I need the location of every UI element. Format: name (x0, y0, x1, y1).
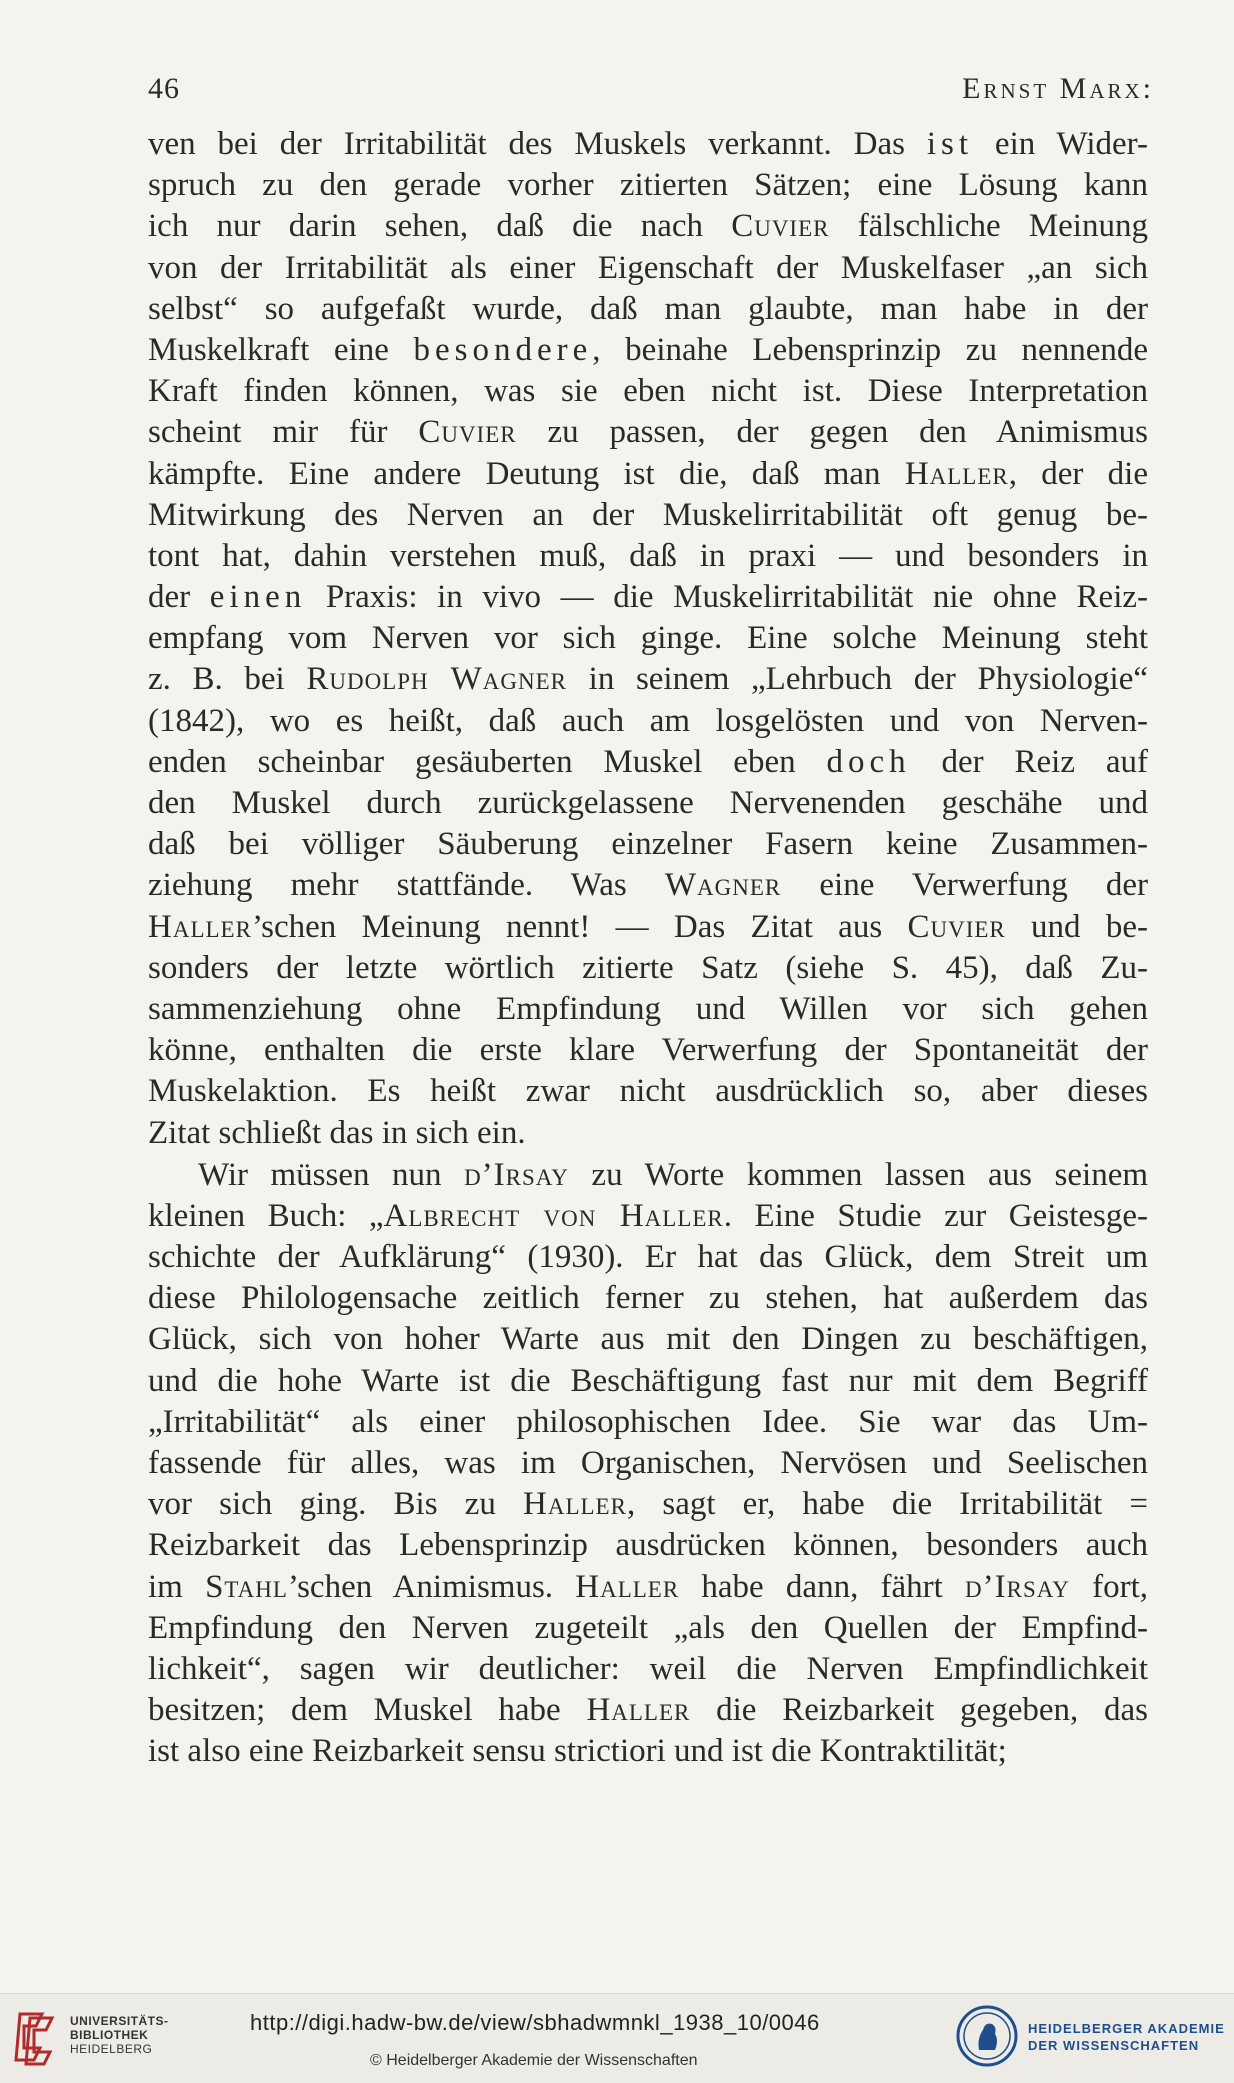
spaced-emphasis: besondere (413, 331, 593, 368)
text-run: von der Irritabilität als einer Eigenschaft der Muskelfaser „an sich (148, 249, 1148, 286)
library-line-3: HEIDELBERG (70, 2042, 153, 2056)
small-caps-name: d’Irsay (464, 1156, 569, 1193)
text-run: Empfindung den Nerven zugeteilt „als den Quellen der Empfind- (148, 1609, 1148, 1646)
text-line (148, 536, 1148, 577)
library-name (70, 2014, 169, 2056)
academy-seal-icon (955, 2004, 1019, 2068)
library-line-1: UNIVERSITÄTS- (70, 2014, 169, 2028)
text-run: ich nur darin sehen, daß die nach (148, 208, 732, 245)
text-run: der Reiz auf (910, 743, 1148, 780)
text-line (148, 1113, 1148, 1154)
text-line (148, 1608, 1148, 1649)
text-line (148, 371, 1148, 412)
text-line (148, 865, 1148, 906)
text-run: sammenziehung ohne Empfindung und Willen vor sich gehen (148, 990, 1148, 1027)
text-line (148, 907, 1148, 948)
text-run: den Muskel durch zurückgelassene Nervenenden geschähe und (148, 785, 1148, 821)
text-run: Muskelkraft eine (148, 331, 414, 368)
text-run: Kraft finden können, was sie eben nicht ist. Diese Interpretation (148, 373, 1148, 410)
text-run: . Eine Studie zur Geistesge- (723, 1197, 1149, 1234)
text-run: könne, enthalten die erste klare Verwerfung der Spontaneität der (148, 1032, 1148, 1069)
text-run: (1842), wo es heißt, daß auch am losgelösten und von Nerven- (148, 702, 1148, 739)
academy-name (1028, 2020, 1225, 2054)
text-run: habe dann, fährt (679, 1568, 966, 1605)
text-line (148, 1030, 1148, 1071)
small-caps-name: Wagner (664, 867, 782, 904)
small-caps-name: Haller (148, 908, 252, 945)
text-line (148, 1567, 1148, 1608)
copyright-notice: © Heidelberger Akademie der Wissenschaften (370, 2052, 698, 2069)
text-line (148, 1278, 1148, 1319)
text-line (148, 495, 1148, 536)
text-run: ’schen Animismus. (287, 1568, 576, 1605)
text-line (148, 1484, 1148, 1525)
text-line (148, 701, 1148, 742)
text-line (148, 289, 1148, 330)
text-run: tont hat, dahin verstehen muß, daß in praxi — und besonders in (148, 537, 1148, 574)
text-run: ist also eine Reizbarkeit sensu strictiori und ist die Kontraktilität; (148, 1733, 1007, 1770)
text-run: lichkeit“, sagen wir deutlicher: weil die Nerven Empfindlichkeit (148, 1650, 1148, 1687)
small-caps-name: Cuvier (907, 908, 1006, 945)
text-run: zu passen, der gegen den Animismus (516, 414, 1149, 451)
text-line (148, 1690, 1148, 1731)
text-run: , der die (1008, 455, 1148, 492)
text-line (148, 824, 1148, 865)
text-line (148, 618, 1148, 659)
text-line (148, 412, 1148, 453)
text-run: die Reizbarkeit gegeben, das (690, 1692, 1148, 1729)
text-run: kämpfte. Eine andere Deutung ist die, daß man (148, 455, 905, 492)
text-run: Praxis: in vivo — die Muskelirritabilität nie ohne Reiz- (306, 579, 1148, 616)
permalink-url[interactable]: http://digi.hadw-bw.de/view/sbhadwmnkl_1938_10/0046 (250, 2010, 820, 2035)
text-run: ven bei der Irritabilität des Muskels verkannt. Das (148, 126, 927, 162)
library-line-2: BIBLIOTHEK (70, 2028, 149, 2042)
spaced-emphasis: doch (826, 743, 911, 780)
text-line (148, 742, 1148, 783)
text-run: Muskelaktion. Es heißt zwar nicht ausdrücklich so, aber dieses (148, 1073, 1148, 1110)
text-run: enden scheinbar gesäuberten Muskel eben (148, 743, 827, 780)
text-line (148, 1155, 1148, 1196)
text-run: ziehung mehr stattfände. Was (148, 867, 665, 904)
spaced-emphasis: einen (209, 579, 307, 616)
text-line (148, 1237, 1148, 1278)
small-caps-name: Haller (575, 1568, 680, 1605)
small-caps-name: d’Irsay (965, 1568, 1070, 1605)
text-run: schichte der Aufklärung“ (1930). Er hat das Glück, dem Streit um (148, 1239, 1148, 1276)
text-run: eine Verwerfung der (781, 867, 1148, 904)
text-line (148, 248, 1148, 289)
text-line (148, 1319, 1148, 1360)
ub-heidelberg-logo-icon (12, 2008, 66, 2068)
text-run: besitzen; dem Muskel habe (148, 1692, 587, 1729)
text-run: spruch zu den gerade vorher zitierten Sätzen; eine Lösung kann (148, 167, 1148, 204)
text-run: vor sich ging. Bis zu (148, 1486, 524, 1523)
spaced-emphasis: ist (926, 126, 974, 162)
running-head-author: Ernst Marx: (962, 72, 1154, 105)
small-caps-name: Cuvier (731, 208, 830, 245)
text-run: Zitat schließt das in sich ein. (148, 1114, 526, 1151)
text-line (148, 1071, 1148, 1112)
text-line (148, 783, 1148, 824)
text-run: Reizbarkeit das Lebensprinzip ausdrücken können, besonders auch (148, 1527, 1148, 1564)
text-line (148, 165, 1148, 206)
text-line (148, 577, 1148, 618)
small-caps-name: Haller (904, 455, 1009, 492)
small-caps-name: Albrecht von Haller (383, 1197, 724, 1234)
text-run: der (148, 579, 210, 616)
text-run: Mitwirkung des Nerven an der Muskelirritabilität oft genug be- (148, 496, 1148, 533)
text-run: im (148, 1568, 206, 1605)
text-line (148, 124, 1148, 165)
text-run: „Irritabilität“ als einer philosophischen Idee. Sie war das Um- (148, 1403, 1148, 1440)
text-run: selbst“ so aufgefaßt wurde, daß man glaubte, man habe in der (148, 290, 1148, 327)
body-text (148, 124, 1148, 1773)
text-run: fort, (1069, 1568, 1148, 1605)
text-line (148, 330, 1148, 371)
text-run: Glück, sich von hoher Warte aus mit den Dingen zu beschäftigen, (148, 1321, 1148, 1358)
text-line (148, 1731, 1148, 1772)
text-run: ein Wider- (973, 126, 1148, 162)
text-run: z. B. bei (148, 661, 307, 698)
text-run: und be- (1005, 908, 1148, 945)
text-run: empfang vom Nerven vor sich ginge. Eine solche Meinung steht (148, 620, 1148, 657)
text-run: scheint mir für (148, 414, 419, 451)
text-run: daß bei völliger Säuberung einzelner Fasern keine Zusammen- (148, 826, 1148, 863)
small-caps-name: Rudolph Wagner (306, 661, 568, 698)
text-run: fassende für alles, was im Organischen, Nervösen und Seelischen (148, 1445, 1148, 1481)
text-run: kleinen Buch: „ (148, 1197, 384, 1234)
text-run: ’schen Meinung nennt! — Das Zitat aus (251, 908, 908, 945)
text-run: und die hohe Warte ist die Beschäftigung fast nur mit dem Begriff (148, 1362, 1148, 1399)
text-line (148, 1443, 1148, 1484)
text-line (148, 948, 1148, 989)
text-line (148, 1525, 1148, 1566)
text-line (148, 1361, 1148, 1402)
text-run: , beinahe Lebensprinzip zu nennende (592, 331, 1149, 368)
text-run: Wir müssen nun (198, 1156, 465, 1193)
text-run: , sagt er, habe die Irritabilität = (626, 1486, 1149, 1523)
text-run: sonders der letzte wörtlich zitierte Satz (siehe S. 45), daß Zu- (148, 949, 1148, 986)
text-line (148, 1196, 1148, 1237)
text-line (148, 206, 1148, 247)
small-caps-name: Cuvier (418, 414, 517, 451)
text-line (148, 454, 1148, 495)
text-run: in seinem „Lehrbuch der Physiologie“ (567, 661, 1148, 698)
text-line (148, 989, 1148, 1030)
page-number: 46 (148, 72, 180, 105)
small-caps-name: Stahl (205, 1568, 288, 1605)
text-run: fälschliche Meinung (829, 208, 1148, 245)
academy-line-1: HEIDELBERGER AKADEMIE (1028, 2021, 1225, 2036)
footer-bar (0, 1993, 1234, 2083)
academy-line-2: DER WISSENSCHAFTEN (1028, 2038, 1200, 2053)
text-line (148, 659, 1148, 700)
text-run: zu Worte kommen lassen aus seinem (568, 1156, 1149, 1193)
text-line (148, 1649, 1148, 1690)
small-caps-name: Haller (586, 1692, 691, 1729)
text-run: diese Philologensache zeitlich ferner zu stehen, hat außerdem das (148, 1280, 1148, 1317)
small-caps-name: Haller (523, 1486, 627, 1523)
text-line (148, 1402, 1148, 1443)
